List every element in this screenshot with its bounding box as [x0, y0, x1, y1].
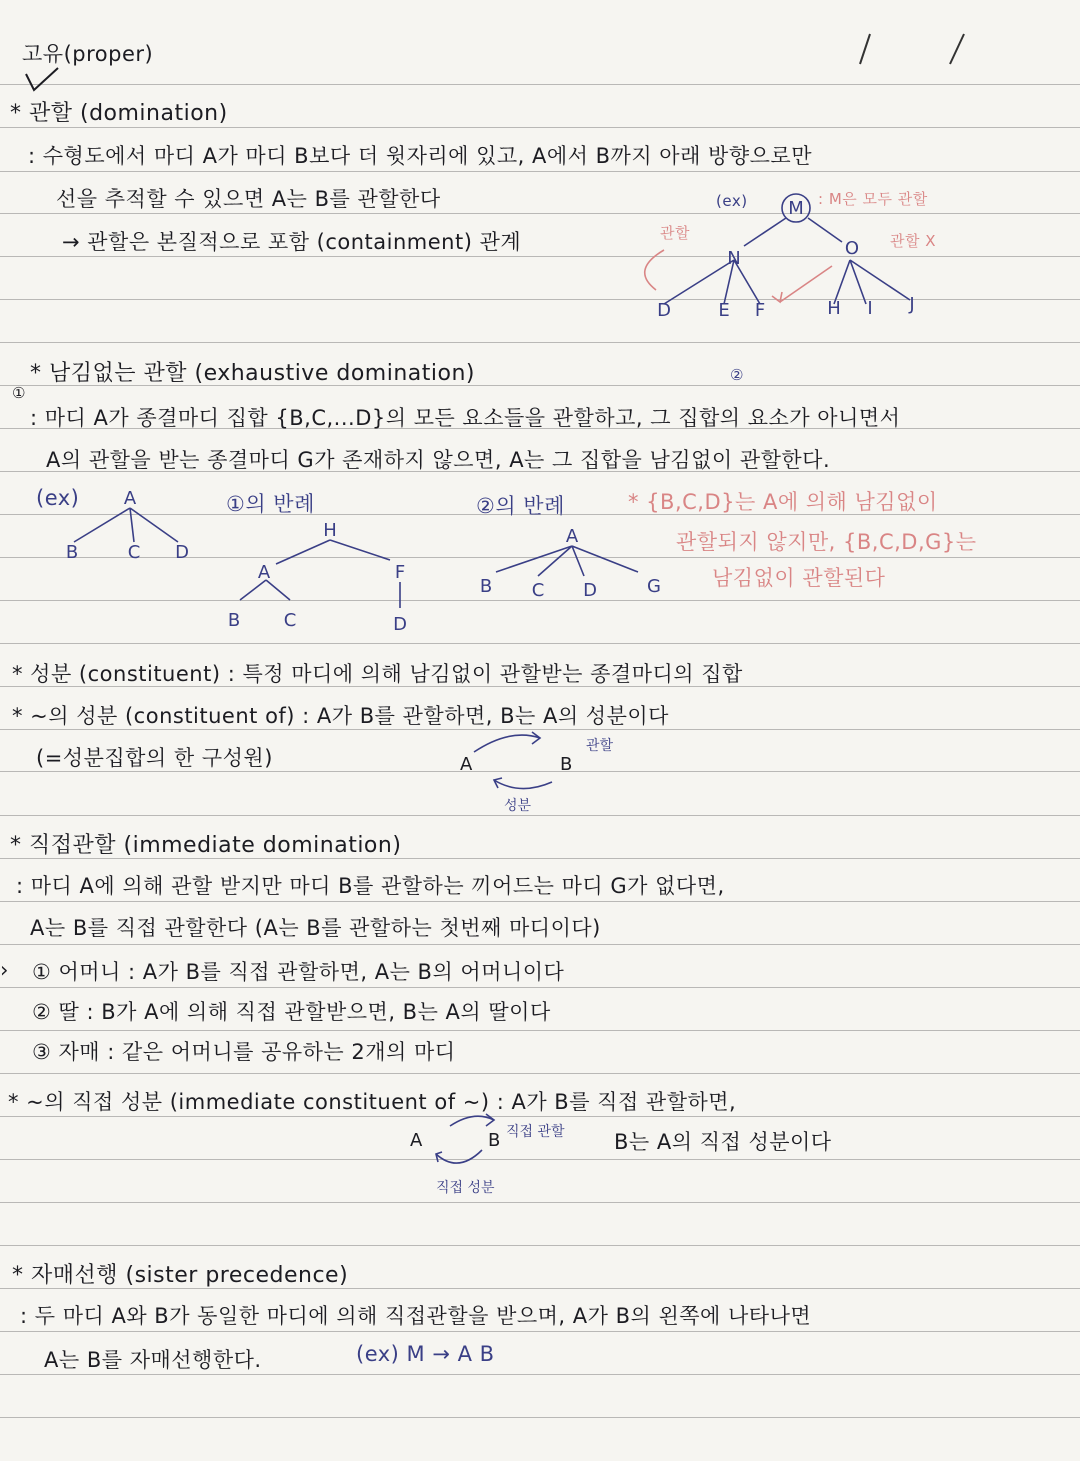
ic-arrow-bottom: 직접 성분 — [436, 1180, 495, 1196]
exhaustive-note-line1: * {B,C,D}는 A에 의해 남김없이 — [628, 490, 938, 514]
exhaustive-def-line2: A의 관할을 받는 종결마디 G가 존재하지 않으면, A는 그 집합을 남김없이 관할한다. — [46, 448, 831, 472]
constituent-diagram — [440, 722, 660, 818]
tree1-node-A: A — [123, 488, 137, 509]
arrow-marker: › — [0, 958, 9, 982]
exhaustive-tree-3 — [466, 520, 686, 610]
immediate-def-line2: A는 B를 직접 관할한다 (A는 B를 관할하는 첫번째 마디이다) — [30, 916, 601, 940]
tree-node-I: I — [867, 298, 873, 319]
sister-def-line1: : 두 마디 A와 B가 동일한 마디에 의해 직접관할을 받으며, A가 B의 왼쪽에 나타나면 — [20, 1304, 812, 1328]
immediate-item1: ① 어머니 : A가 B를 직접 관할하면, A는 B의 어머니이다 — [32, 960, 565, 984]
domination-title: * 관할 (domination) — [10, 101, 228, 126]
exhaustive-title: * 남김없는 관할 (exhaustive domination) — [30, 361, 475, 386]
domination-def-line1: : 수형도에서 마디 A가 마디 B보다 더 윗자리에 있고, A에서 B까지 아래 방향으로만 — [28, 144, 812, 168]
tree2-node-H: H — [323, 520, 337, 541]
constituent-line2: * ~의 성분 (constituent of) : A가 B를 관할하면, B는 A의 성분이다 — [12, 704, 669, 728]
immediate-title: * 직접관할 (immediate domination) — [10, 833, 402, 858]
tree2-node-D: D — [393, 614, 407, 635]
tree2-node-B: B — [227, 610, 241, 631]
domination-ex-note: : M은 모두 관할 — [818, 190, 928, 208]
tree2-node-F: F — [394, 562, 406, 583]
label-not-dominate: 관할 X — [890, 232, 937, 250]
tree3-node-C: C — [531, 580, 545, 601]
tree2-node-A: A — [257, 562, 271, 583]
immediate-constituent-result: B는 A의 직접 성분이다 — [614, 1130, 832, 1154]
domination-ex-label: (ex) — [716, 192, 748, 210]
exhaustive-note-line3: 남김없이 관할된다 — [712, 566, 886, 590]
ic-diagram-b: B — [488, 1130, 501, 1151]
sister-ex: (ex) M → A B — [356, 1342, 495, 1366]
tree1-node-D: D — [175, 542, 189, 563]
domination-note: → 관할은 본질적으로 포함 (containment) 관계 — [62, 230, 522, 254]
tree-node-M: M — [788, 198, 804, 219]
tree-node-E: E — [718, 300, 730, 320]
constituent-diagram-b: B — [560, 754, 573, 775]
tree-node-H: H — [827, 298, 841, 319]
sister-title: * 자매선행 (sister precedence) — [12, 1263, 349, 1288]
tree3-node-A: A — [565, 526, 579, 547]
immediate-constituent-line: * ~의 직접 성분 (immediate constituent of ~) : A가 B를 직접 관할하면, — [8, 1090, 737, 1114]
exhaustive-def-line1: : 마디 A가 종결마디 집합 {B,C,...D}의 모든 요소들을 관할하고, 그 집합의 요소가 아니면서 — [30, 406, 901, 430]
tree-node-J: J — [909, 294, 915, 315]
immediate-constituent-diagram — [396, 1104, 606, 1204]
exhaustive-note-line2: 관할되지 않지만, {B,C,D,G}는 — [676, 530, 977, 554]
domination-def-line2: 선을 추적할 수 있으면 A는 B를 관할한다 — [56, 187, 441, 211]
sister-def-line2: A는 B를 자매선행한다. — [44, 1348, 262, 1372]
constituent-diagram-a: A — [460, 754, 473, 775]
tree-node-D: D — [657, 300, 671, 320]
tree2-node-C: C — [283, 610, 297, 631]
counter1-label: ①의 반례 — [226, 492, 315, 516]
tree-node-O: O — [844, 238, 860, 259]
immediate-item2: ② 딸 : B가 A에 의해 직접 관할받으면, B는 A의 딸이다 — [32, 1000, 551, 1024]
constituent-arrow-top: 관할 — [586, 738, 614, 754]
exhaustive-tree-2 — [210, 516, 430, 636]
tree3-node-G: G — [647, 576, 661, 597]
tree1-node-B: B — [65, 542, 79, 563]
check-mark-icon — [22, 66, 62, 96]
constituent-arrow-bottom: 성분 — [504, 798, 532, 814]
immediate-item3: ③ 자매 : 같은 어머니를 공유하는 2개의 마디 — [32, 1040, 456, 1064]
counter2-label: ②의 반례 — [476, 494, 565, 518]
ic-diagram-a: A — [410, 1130, 423, 1151]
proper-heading: 고유(proper) — [22, 42, 154, 66]
tree-node-F: F — [754, 300, 766, 320]
exhaustive-marker-2: ② — [730, 366, 744, 384]
tree-node-N: N — [727, 248, 741, 269]
tree1-node-C: C — [127, 542, 141, 563]
tree3-node-B: B — [479, 576, 493, 597]
slash-marks-decoration — [840, 30, 980, 70]
ic-arrow-top: 직접 관할 — [506, 1124, 565, 1140]
exhaustive-ex-label: (ex) — [36, 486, 80, 510]
constituent-line3: (=성분집합의 한 구성원) — [36, 746, 273, 770]
label-dominate: 관할 — [660, 224, 690, 242]
constituent-line1: * 성분 (constituent) : 특정 마디에 의해 남김없이 관할받는 종결마디의 집합 — [12, 662, 743, 686]
domination-tree-diagram — [620, 180, 940, 320]
exhaustive-marker-1: ① — [12, 384, 26, 402]
immediate-def-line1: : 마디 A에 의해 관할 받지만 마디 B를 관할하는 끼어드는 마디 G가 없다면, — [16, 874, 725, 898]
tree3-node-D: D — [583, 580, 597, 601]
